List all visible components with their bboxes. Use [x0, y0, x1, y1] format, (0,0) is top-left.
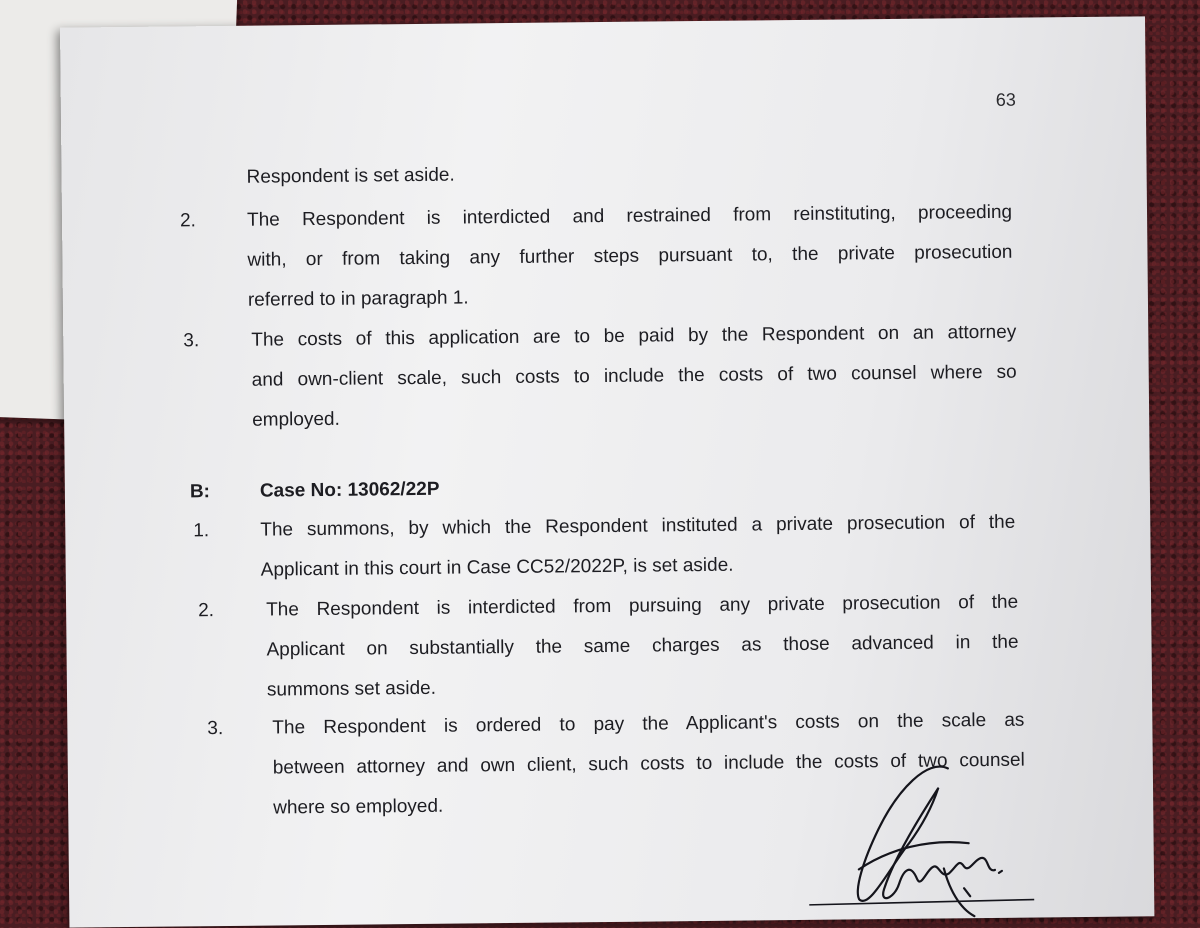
item-number: 1.: [193, 520, 210, 542]
order-item-b1: [65, 501, 1150, 581]
item-line: referred to in paragraph 1.: [247, 287, 469, 311]
section-heading: Case No: 13062/22P: [259, 478, 440, 502]
continued-text: Respondent is set aside.: [246, 164, 455, 188]
item-line: and own-client scale, such costs to include the costs of two counsel where so: [251, 361, 1017, 391]
page-number: 63: [995, 89, 1016, 110]
item-number: 3.: [207, 718, 224, 740]
item-line: Applicant in this court in Case CC52/2022P, is set aside.: [260, 554, 734, 581]
document-page: [60, 16, 1154, 927]
item-number: 2.: [179, 210, 197, 232]
item-number: 2.: [198, 600, 215, 622]
item-line: The Respondent is ordered to pay the Applicant's costs on the scale as: [272, 709, 1025, 739]
item-line: The costs of this application are to be paid by the Respondent on an attorney: [251, 321, 1017, 351]
item-line: between attorney and own client, such costs to include the costs of two counsel: [272, 749, 1025, 779]
item-line: The Respondent is interdicted and restrained from reinstituting, proceeding: [246, 201, 1013, 231]
section-label: B:: [189, 481, 211, 503]
signature-icon: [798, 747, 1040, 920]
item-line: Applicant on substantially the same charges as those advanced in the: [266, 631, 1019, 661]
item-line: summons set aside.: [266, 677, 437, 701]
item-line: The summons, by which the Respondent instituted a private prosecution of the: [260, 511, 1016, 541]
item-line: with, or from taking any further steps pursuant to, the private prosecution: [247, 241, 1013, 271]
continued-paragraph: [61, 148, 1146, 188]
item-line: where so employed.: [273, 795, 444, 819]
item-line: employed.: [252, 408, 340, 431]
item-number: 3.: [183, 330, 200, 352]
item-line: The Respondent is interdicted from pursuing any private prosecution of the: [266, 591, 1019, 621]
